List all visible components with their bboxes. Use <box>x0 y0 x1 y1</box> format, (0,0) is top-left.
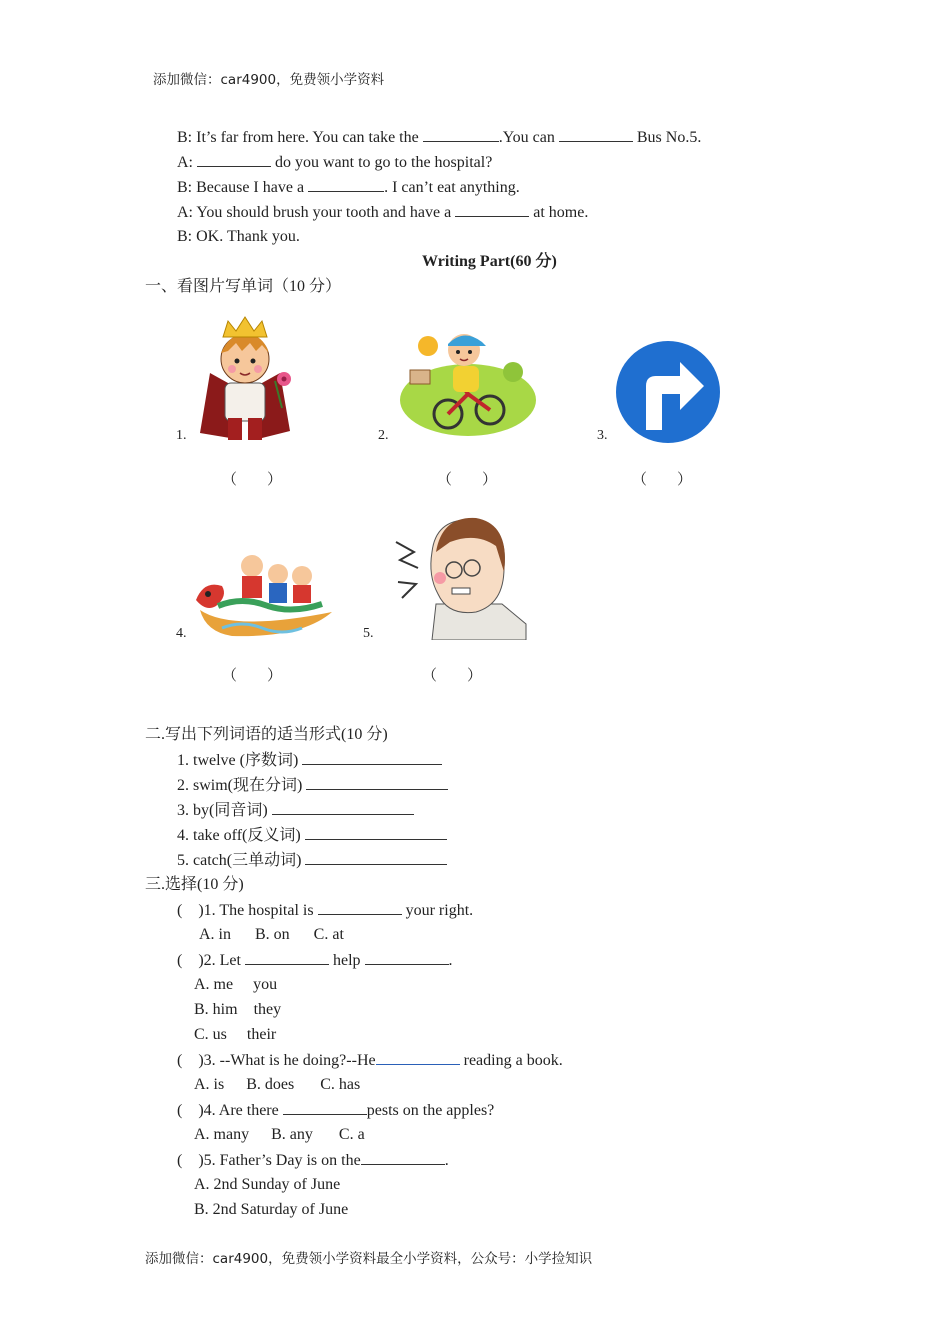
answer-blank[interactable] <box>197 152 271 167</box>
picture-number: 5. <box>363 626 374 641</box>
question-text: reading a book. <box>463 1052 563 1069</box>
dragon-boat-icon <box>192 540 342 640</box>
answer-parentheses[interactable]: （ ） <box>632 472 693 488</box>
bike-ride-icon <box>398 322 538 440</box>
option[interactable]: B. him they <box>194 1001 282 1018</box>
option[interactable]: A. in <box>199 926 231 943</box>
answer-blank[interactable] <box>305 850 447 865</box>
dialogue-text: B: Because I have a <box>177 179 305 196</box>
page-footer: 添加微信：car4900，免费领小学资料最全小学资料，公众号：小学捡知识 <box>145 1251 593 1267</box>
option-row <box>199 925 344 945</box>
option[interactable]: A. 2nd Sunday of June <box>194 1176 341 1193</box>
dialogue-text: .You can <box>498 129 555 146</box>
answer-blank[interactable] <box>306 775 448 790</box>
form-item <box>177 850 447 871</box>
question-text: ( )1. The hospital is <box>177 902 314 919</box>
picture-number: 4. <box>176 626 187 641</box>
picture-number: 1. <box>176 428 187 443</box>
dialogue-text: Bus No.5. <box>636 129 702 146</box>
option[interactable]: B. on <box>255 926 290 943</box>
answer-blank[interactable] <box>361 1150 445 1165</box>
option-row <box>194 1125 365 1145</box>
form-item <box>177 800 414 821</box>
question-text: pests on the apples? <box>366 1102 495 1119</box>
form-item-prompt: 2. swim(现在分词) <box>177 777 303 794</box>
answer-blank[interactable] <box>318 900 402 915</box>
option[interactable]: B. any <box>271 1126 313 1143</box>
option[interactable]: C. us their <box>194 1026 277 1043</box>
form-item-prompt: 5. catch(三单动词) <box>177 852 302 869</box>
answer-blank[interactable] <box>455 202 529 217</box>
form-item-prompt: 1. twelve (序数词) <box>177 752 299 769</box>
section2-title: 二.写出下列词语的适当形式(10 分) <box>145 726 388 743</box>
answer-parentheses[interactable]: （ ） <box>422 668 483 684</box>
king-icon <box>190 313 300 443</box>
dialogue-line-4 <box>177 202 588 223</box>
answer-parentheses[interactable]: （ ） <box>437 472 498 488</box>
option[interactable]: B. 2nd Saturday of June <box>194 1201 349 1218</box>
question-stem <box>177 1100 494 1121</box>
question-stem <box>177 1050 563 1071</box>
dialogue-line-5: B: OK. Thank you. <box>177 228 300 245</box>
option[interactable]: A. many <box>194 1126 250 1143</box>
dialogue-text: at home. <box>533 204 589 221</box>
question-text: ( )4. Are there <box>177 1102 279 1119</box>
dialogue-text: B: It’s far from here. You can take the <box>177 129 419 146</box>
dialogue-text: do you want to go to the hospital? <box>275 154 493 171</box>
answer-blank[interactable] <box>308 177 384 192</box>
option[interactable]: C. has <box>320 1076 361 1093</box>
question-text: ( )3. --What is he doing?--He <box>177 1052 376 1069</box>
option[interactable]: A. me you <box>194 976 278 993</box>
option[interactable]: C. a <box>338 1126 365 1143</box>
question-text: . <box>448 952 453 969</box>
option[interactable]: A. is <box>194 1076 225 1093</box>
answer-blank[interactable] <box>305 825 447 840</box>
question-text: ( )2. Let <box>177 952 241 969</box>
option[interactable]: C. at <box>313 926 344 943</box>
answer-blank[interactable] <box>245 950 329 965</box>
form-item-prompt: 3. by(同音词) <box>177 802 268 819</box>
dialogue-line-1 <box>177 127 701 148</box>
answer-blank[interactable] <box>376 1050 460 1065</box>
option[interactable]: B. does <box>246 1076 295 1093</box>
picture-number: 3. <box>597 428 608 443</box>
section3-title: 三.选择(10 分) <box>145 876 244 893</box>
writing-part-title: Writing Part(60 分) <box>422 253 557 270</box>
dialogue-text: A: You should brush your tooth and have a <box>177 204 452 221</box>
question-stem <box>177 900 473 921</box>
answer-blank[interactable] <box>423 127 499 142</box>
answer-blank[interactable] <box>272 800 414 815</box>
question-text: your right. <box>405 902 474 919</box>
question-text: . <box>444 1152 449 1169</box>
dialogue-line-3 <box>177 177 520 198</box>
question-stem <box>177 1150 449 1171</box>
question-text: help <box>332 952 361 969</box>
dialogue-text: A: <box>177 154 193 171</box>
picture-number: 2. <box>378 428 389 443</box>
answer-blank[interactable] <box>283 1100 367 1115</box>
form-item <box>177 750 442 771</box>
answer-blank[interactable] <box>365 950 449 965</box>
answer-blank[interactable] <box>559 127 633 142</box>
form-item <box>177 825 447 846</box>
answer-parentheses[interactable]: （ ） <box>222 472 283 488</box>
form-item-prompt: 4. take off(反义词) <box>177 827 301 844</box>
question-text: ( )5. Father’s Day is on the <box>177 1152 361 1169</box>
answer-parentheses[interactable]: （ ） <box>222 668 283 684</box>
turn-right-sign-icon <box>614 340 722 444</box>
dialogue-line-2 <box>177 152 492 173</box>
toothache-icon <box>392 512 528 640</box>
question-stem <box>177 950 453 971</box>
answer-blank[interactable] <box>302 750 442 765</box>
form-item <box>177 775 448 796</box>
dialogue-text: . I can’t eat anything. <box>384 179 520 196</box>
page-header: 添加微信：car4900，免费领小学资料 <box>153 72 385 88</box>
option-row <box>194 1075 360 1095</box>
section1-title: 一、看图片写单词（10 分） <box>145 278 342 295</box>
